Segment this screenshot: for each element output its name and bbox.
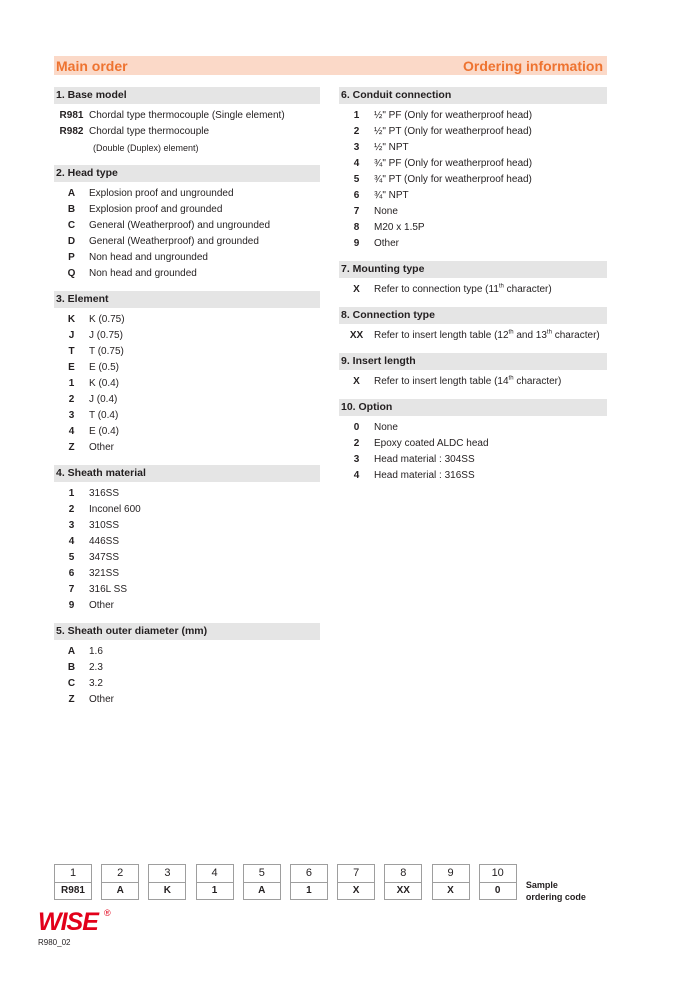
option-code: R982 bbox=[59, 126, 84, 137]
code-position-value: X bbox=[432, 882, 470, 900]
option-description: 1.6 bbox=[89, 646, 103, 657]
code-position bbox=[101, 864, 139, 900]
svg-text:®: ® bbox=[104, 908, 111, 918]
option-row bbox=[54, 534, 320, 550]
ordinal-suffix: th bbox=[508, 329, 514, 336]
code-position-number: 1 bbox=[54, 864, 92, 882]
option-description: ¾" NPT bbox=[374, 190, 409, 201]
option-row bbox=[339, 124, 607, 140]
option-row bbox=[54, 408, 320, 424]
option-description: Other bbox=[89, 694, 115, 705]
code-position-value: 1 bbox=[196, 882, 234, 900]
option-code: 1 bbox=[353, 110, 360, 121]
code-position-value: K bbox=[148, 882, 186, 900]
document-code: R980_02 bbox=[38, 938, 71, 947]
option-code: J bbox=[68, 330, 75, 341]
option-description: 446SS bbox=[89, 536, 120, 547]
section bbox=[54, 291, 320, 456]
left-column bbox=[54, 87, 320, 717]
option-code: 2 bbox=[68, 394, 75, 405]
option-code: Z bbox=[68, 442, 75, 453]
option-description: E (0.5) bbox=[89, 362, 120, 373]
section-title: 3. Element bbox=[54, 291, 320, 308]
option-code: X bbox=[353, 284, 360, 295]
option-code: 6 bbox=[68, 568, 75, 579]
sample-ordering-code bbox=[54, 864, 586, 903]
option-description: ½" PF (Only for weatherproof head) bbox=[374, 110, 533, 121]
option-code: 4 bbox=[68, 426, 75, 437]
option-description: Chordal type thermocouple (Single element) bbox=[89, 110, 285, 121]
option-description: K (0.75) bbox=[89, 314, 125, 325]
ordinal-suffix: th bbox=[508, 375, 514, 382]
sample-label-line: ordering code bbox=[525, 892, 586, 902]
option-code: 8 bbox=[353, 222, 360, 233]
code-position-value: R981 bbox=[54, 882, 92, 900]
option-row bbox=[54, 186, 320, 202]
option-row bbox=[339, 282, 607, 298]
option-code: D bbox=[67, 236, 76, 247]
option-description: M20 x 1.5P bbox=[374, 222, 425, 233]
option-description: ¾" PF (Only for weatherproof head) bbox=[374, 158, 533, 169]
option-description: J (0.4) bbox=[89, 394, 118, 405]
option-description: 347SS bbox=[89, 552, 120, 563]
option-description: E (0.4) bbox=[89, 426, 120, 437]
wise-logo bbox=[38, 906, 118, 941]
option-row bbox=[54, 502, 320, 518]
option-description: Head material : 316SS bbox=[374, 470, 475, 481]
section bbox=[54, 87, 320, 156]
option-row bbox=[54, 598, 320, 614]
option-row bbox=[339, 140, 607, 156]
section-title: 5. Sheath outer diameter (mm) bbox=[54, 623, 320, 640]
sample-ordering-label bbox=[526, 879, 586, 903]
description-text: Refer to insert length table (12 bbox=[374, 330, 509, 341]
option-row bbox=[339, 436, 607, 452]
section bbox=[54, 623, 320, 708]
code-position bbox=[196, 864, 234, 900]
option-description: General (Weatherproof) and grounded bbox=[89, 236, 259, 247]
section bbox=[339, 353, 607, 390]
option-description: Other bbox=[374, 238, 400, 249]
option-code: E bbox=[68, 362, 75, 373]
option-description: Explosion proof and ungrounded bbox=[89, 188, 234, 199]
option-description: Epoxy coated ALDC head bbox=[374, 438, 489, 449]
option-description: Chordal type thermocouple bbox=[89, 126, 210, 137]
option-row bbox=[54, 250, 320, 266]
option-description: Other bbox=[89, 600, 115, 611]
option-code: Z bbox=[68, 694, 75, 705]
option-description: Explosion proof and grounded bbox=[89, 204, 223, 215]
option-description: T (0.4) bbox=[89, 410, 119, 421]
ordinal-suffix: th bbox=[498, 283, 504, 290]
code-position-value: A bbox=[243, 882, 281, 900]
option-code: 3 bbox=[68, 520, 75, 531]
option-code: 7 bbox=[68, 584, 75, 595]
section bbox=[339, 87, 607, 252]
option-code: 1 bbox=[68, 378, 75, 389]
option-row bbox=[339, 188, 607, 204]
option-code: T bbox=[68, 346, 75, 357]
option-description: Non head and grounded bbox=[89, 268, 197, 279]
code-position-number: 4 bbox=[196, 864, 234, 882]
header-left-title: Main order bbox=[56, 57, 128, 74]
section-title: 8. Connection type bbox=[339, 307, 607, 324]
option-code: C bbox=[67, 678, 76, 689]
option-row bbox=[339, 328, 607, 344]
code-position-number: 6 bbox=[290, 864, 328, 882]
option-code: P bbox=[68, 252, 75, 263]
option-code: 2 bbox=[353, 126, 360, 137]
option-row bbox=[339, 204, 607, 220]
option-code: 9 bbox=[353, 238, 360, 249]
option-description: ½" NPT bbox=[374, 142, 409, 153]
header-right-title: Ordering information bbox=[463, 57, 603, 74]
code-position-number: 7 bbox=[337, 864, 375, 882]
option-description: 2.3 bbox=[89, 662, 103, 673]
option-description: General (Weatherproof) and ungrounded bbox=[89, 220, 271, 231]
option-row bbox=[339, 452, 607, 468]
description-text: character) bbox=[503, 284, 552, 295]
header-bar bbox=[54, 56, 607, 75]
svg-text:WISE: WISE bbox=[38, 908, 98, 936]
description-text: and 13 bbox=[513, 330, 547, 341]
option-code: 3 bbox=[353, 454, 360, 465]
code-position-value: X bbox=[337, 882, 375, 900]
option-code: 0 bbox=[353, 422, 360, 433]
description-text: character) bbox=[551, 330, 600, 341]
option-description bbox=[374, 328, 607, 344]
option-description: T (0.75) bbox=[89, 346, 124, 357]
option-row bbox=[54, 266, 320, 282]
option-code: 3 bbox=[68, 410, 75, 421]
code-position bbox=[384, 864, 422, 900]
option-code: 9 bbox=[68, 600, 75, 611]
option-code: X bbox=[353, 376, 360, 387]
code-position bbox=[243, 864, 281, 900]
option-code: 4 bbox=[353, 470, 360, 481]
option-row bbox=[54, 312, 320, 328]
option-row bbox=[54, 582, 320, 598]
option-description: None bbox=[374, 206, 398, 217]
option-description: 3.2 bbox=[89, 678, 103, 689]
option-row bbox=[54, 360, 320, 376]
option-description: 310SS bbox=[89, 520, 120, 531]
option-row bbox=[54, 676, 320, 692]
option-code: 6 bbox=[353, 190, 360, 201]
code-position bbox=[54, 864, 92, 900]
option-description bbox=[374, 282, 607, 298]
option-row bbox=[54, 108, 320, 124]
code-position-number: 2 bbox=[101, 864, 139, 882]
option-description: Non head and ungrounded bbox=[89, 252, 208, 263]
code-position bbox=[479, 864, 517, 900]
option-row bbox=[54, 566, 320, 582]
option-description: Other bbox=[89, 442, 115, 453]
option-subtext: (Double (Duplex) element) bbox=[93, 143, 199, 153]
code-position-value: A bbox=[101, 882, 139, 900]
option-description: ¾" PT (Only for weatherproof head) bbox=[374, 174, 532, 185]
option-row bbox=[339, 374, 607, 390]
option-code: A bbox=[67, 188, 76, 199]
section bbox=[54, 165, 320, 282]
option-row bbox=[54, 376, 320, 392]
code-position bbox=[432, 864, 470, 900]
section-title: 6. Conduit connection bbox=[339, 87, 607, 104]
option-description: ½" PT (Only for weatherproof head) bbox=[374, 126, 532, 137]
option-row bbox=[339, 108, 607, 124]
description-text: Refer to insert length table (14 bbox=[374, 376, 509, 387]
option-description: Inconel 600 bbox=[89, 504, 141, 515]
option-code: 2 bbox=[68, 504, 75, 515]
option-code: 3 bbox=[353, 142, 360, 153]
option-description: 316SS bbox=[89, 488, 120, 499]
option-code: 2 bbox=[353, 438, 360, 449]
option-code: 4 bbox=[68, 536, 75, 547]
code-position-number: 8 bbox=[384, 864, 422, 882]
option-row bbox=[54, 518, 320, 534]
code-position-number: 9 bbox=[432, 864, 470, 882]
section-title: 2. Head type bbox=[54, 165, 320, 182]
option-row bbox=[339, 220, 607, 236]
code-position-value: 1 bbox=[290, 882, 328, 900]
ordinal-suffix: th bbox=[546, 329, 552, 336]
option-code: R981 bbox=[59, 110, 84, 121]
code-position-number: 10 bbox=[479, 864, 517, 882]
option-row bbox=[54, 234, 320, 250]
option-description: K (0.4) bbox=[89, 378, 120, 389]
option-row bbox=[54, 440, 320, 456]
option-code: Q bbox=[67, 268, 76, 279]
option-row bbox=[54, 644, 320, 660]
option-description: 321SS bbox=[89, 568, 120, 579]
option-row bbox=[339, 236, 607, 252]
option-description: None bbox=[374, 422, 398, 433]
option-code: C bbox=[67, 220, 76, 231]
option-row bbox=[54, 550, 320, 566]
description-text: character) bbox=[513, 376, 562, 387]
code-position-value: 0 bbox=[479, 882, 517, 900]
option-description: 316L SS bbox=[89, 584, 127, 595]
option-row bbox=[54, 692, 320, 708]
code-position-value: XX bbox=[384, 882, 422, 900]
option-row bbox=[54, 344, 320, 360]
option-row bbox=[339, 420, 607, 436]
section bbox=[339, 307, 607, 344]
section bbox=[339, 261, 607, 298]
section-title: 4. Sheath material bbox=[54, 465, 320, 482]
code-position bbox=[148, 864, 186, 900]
option-code: 4 bbox=[353, 158, 360, 169]
right-column bbox=[339, 87, 607, 493]
description-text: Refer to connection type (11 bbox=[374, 284, 499, 295]
option-row bbox=[54, 660, 320, 676]
code-position-number: 3 bbox=[148, 864, 186, 882]
option-row bbox=[54, 124, 320, 140]
option-code: A bbox=[67, 646, 76, 657]
wise-logo-graphic bbox=[38, 906, 118, 936]
option-code: 1 bbox=[68, 488, 75, 499]
section bbox=[339, 399, 607, 484]
section-title: 7. Mounting type bbox=[339, 261, 607, 278]
option-row bbox=[339, 468, 607, 484]
option-row bbox=[54, 328, 320, 344]
option-row bbox=[54, 202, 320, 218]
option-code: B bbox=[67, 204, 76, 215]
option-code: 5 bbox=[353, 174, 360, 185]
option-code: 7 bbox=[353, 206, 360, 217]
option-row bbox=[339, 156, 607, 172]
option-row bbox=[54, 486, 320, 502]
code-position bbox=[290, 864, 328, 900]
option-row bbox=[339, 172, 607, 188]
code-position-number: 5 bbox=[243, 864, 281, 882]
option-description: Head material : 304SS bbox=[374, 454, 475, 465]
option-code: XX bbox=[349, 330, 364, 341]
section-title: 1. Base model bbox=[54, 87, 320, 104]
option-row bbox=[54, 218, 320, 234]
option-code: 5 bbox=[68, 552, 75, 563]
section bbox=[54, 465, 320, 614]
section-title: 9. Insert length bbox=[339, 353, 607, 370]
sample-label-line: Sample bbox=[525, 880, 558, 890]
option-description: J (0.75) bbox=[89, 330, 123, 341]
code-position bbox=[337, 864, 375, 900]
option-row bbox=[54, 424, 320, 440]
section-title: 10. Option bbox=[339, 399, 607, 416]
option-row bbox=[54, 392, 320, 408]
option-code: B bbox=[67, 662, 76, 673]
option-description bbox=[374, 374, 607, 390]
option-code: K bbox=[67, 314, 76, 325]
